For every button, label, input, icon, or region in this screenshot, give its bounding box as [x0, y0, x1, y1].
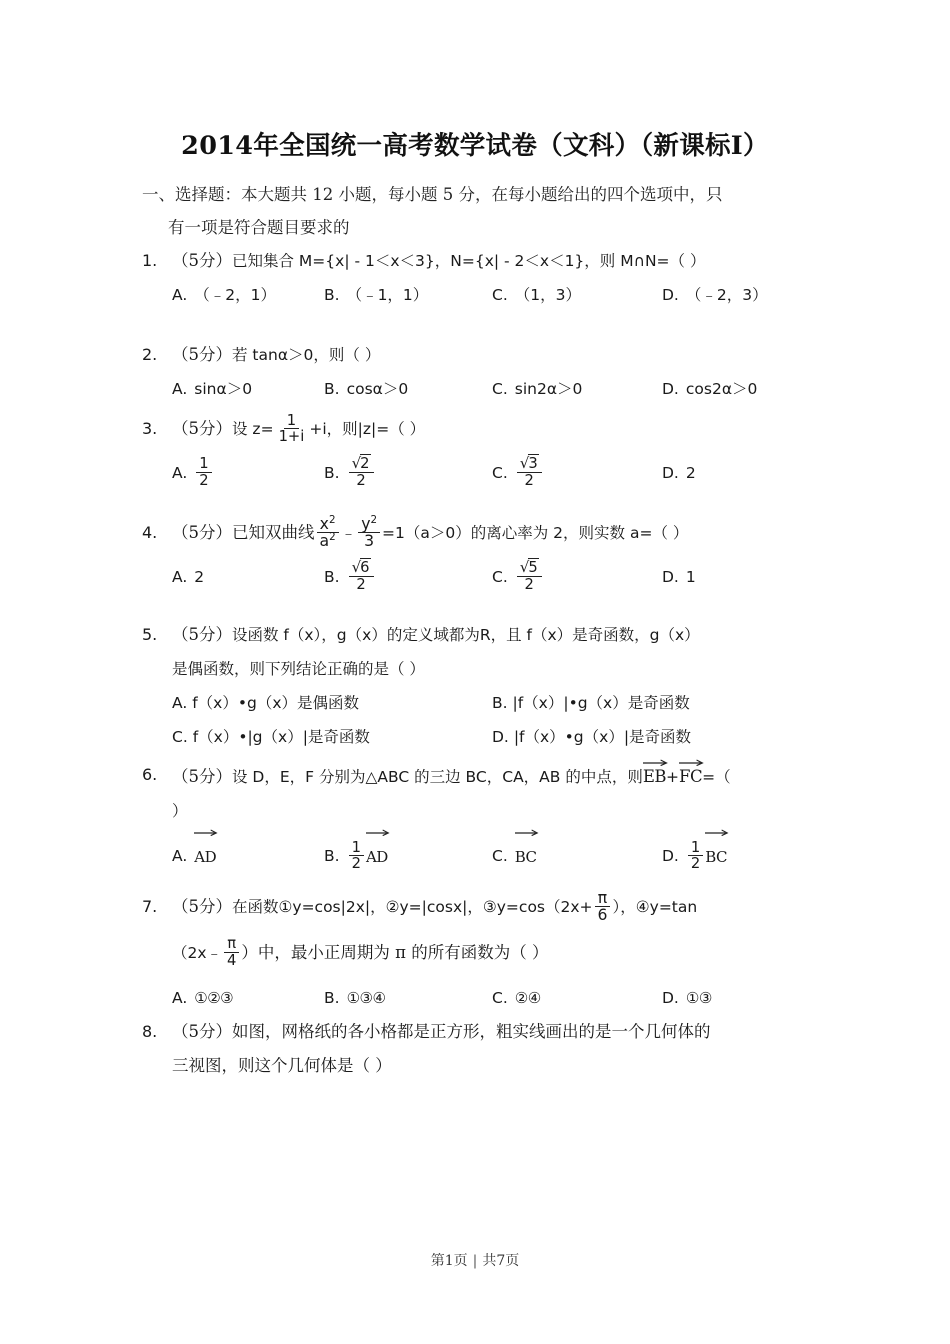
option-2-D-letter: D. — [662, 380, 679, 398]
option-7-C[interactable] — [492, 981, 662, 1015]
option-3-B-fraction: $\frac{√2}{2}$ — [349, 456, 374, 488]
vector-EB-label: EB — [642, 767, 667, 787]
option-3-C[interactable] — [492, 446, 662, 500]
option-5-C[interactable] — [172, 720, 492, 754]
option-6-D-vector: BC — [705, 828, 727, 884]
fraction-denominator: 1+i — [278, 428, 305, 445]
option-3-D[interactable] — [662, 446, 696, 500]
question-5-score: （5分） — [172, 625, 232, 645]
option-1-D-letter: D. — [662, 286, 679, 304]
question-5-options-row-1 — [142, 686, 810, 720]
option-5-B-letter: B. — [492, 694, 508, 713]
option-7-A-letter: A. — [172, 988, 188, 1007]
option-6-C-letter: C. — [492, 847, 508, 866]
frac2-num: y — [361, 513, 371, 533]
question-3-options — [142, 446, 810, 500]
option-6-B[interactable] — [324, 828, 492, 884]
option-7-B-text: ①③④ — [346, 988, 386, 1007]
question-1-score: （5分） — [172, 251, 232, 270]
vector-arrow-icon — [515, 829, 539, 836]
question-5-options-row-2 — [142, 720, 810, 754]
question-2-text — [172, 338, 810, 372]
question-5-number: 5. — [142, 625, 158, 645]
question-7-fraction-pi6: $\frac{\pi}{6}$ — [595, 890, 611, 924]
option-7-A-text: ①②③ — [194, 988, 234, 1007]
question-6-stem — [142, 758, 810, 828]
question-3-score: （5分） — [172, 419, 232, 438]
option-4-D-text: 1 — [685, 568, 696, 587]
option-4-A-letter: A. — [172, 568, 188, 587]
option-4-D-letter: D. — [662, 568, 679, 587]
option-5-C-letter: C. — [172, 728, 188, 747]
option-3-B-letter: B. — [324, 464, 340, 482]
question-2-number: 2. — [142, 345, 158, 364]
option-3-B[interactable] — [324, 446, 492, 500]
option-7-C-letter: C. — [492, 988, 508, 1007]
page-footer — [0, 1250, 950, 1270]
section-heading-line1: 一、选择题：本大题共 12 小题，每小题 5 分，在每小题给出的四个选项中，只 — [142, 185, 723, 204]
option-2-C[interactable] — [492, 372, 662, 406]
option-5-A[interactable] — [172, 686, 492, 720]
section-heading — [142, 178, 810, 244]
question-2-score: （5分） — [172, 345, 232, 364]
option-1-B-text: （﹣1，1） — [346, 286, 429, 304]
option-4-A-text: 2 — [194, 568, 205, 587]
option-7-B[interactable] — [324, 981, 492, 1015]
fraction-numerator: 1 — [284, 413, 299, 429]
option-6-B-letter: B. — [324, 847, 340, 866]
option-5-D-letter: D. — [492, 728, 509, 747]
option-2-A-letter: A. — [172, 380, 188, 398]
question-8-line1: 如图，网格纸的各小格都是正方形，粗实线画出的是一个几何体的 — [232, 1021, 711, 1041]
question-8-score: （5分） — [172, 1021, 232, 1041]
section-heading-line2: 有一项是符合题目要求的 — [168, 218, 350, 237]
vector-arrow-icon — [679, 759, 704, 766]
question-4-text — [172, 513, 810, 550]
question-5-text — [172, 618, 810, 686]
question-7-fraction-pi4: $\frac{\pi}{4}$ — [224, 936, 239, 968]
question-3 — [142, 412, 810, 500]
option-2-D[interactable] — [662, 372, 757, 406]
option-6-D-coefficient: $\frac{1}{2}$ — [688, 840, 703, 872]
question-7-mid: ），④y=tan — [612, 898, 698, 917]
question-7-options — [142, 981, 810, 1015]
question-2-stem — [142, 338, 810, 372]
question-5-line2: 是偶函数，则下列结论正确的是（ ） — [172, 660, 425, 679]
option-3-C-letter: C. — [492, 464, 508, 482]
question-5-stem — [142, 618, 810, 686]
frac2-den: 3 — [364, 531, 375, 550]
question-4-post: =1（a＞0）的离心率为 2，则实数 a=（ ） — [382, 524, 689, 542]
question-8-stem — [142, 1015, 810, 1083]
question-7 — [142, 890, 810, 1014]
option-6-C-vector: BC — [515, 828, 537, 884]
question-8-number: 8. — [142, 1021, 158, 1041]
question-4-fraction-2: $\frac{y^2}{3}$ — [358, 516, 380, 550]
option-6-B-coefficient: $\frac{1}{2}$ — [349, 840, 364, 872]
option-7-C-text: ②④ — [514, 988, 541, 1007]
question-5 — [142, 618, 810, 754]
option-3-A-letter: A. — [172, 464, 188, 482]
question-1-stem — [142, 244, 810, 278]
question-1 — [142, 244, 810, 312]
footer-total-label: 共7页 — [482, 1253, 520, 1269]
option-5-A-letter: A. — [172, 694, 188, 713]
sqrt-radicand: 3 — [528, 454, 538, 472]
question-4-score: （5分） — [172, 523, 232, 542]
option-4-C-fraction: $\frac{√5}{2}$ — [517, 560, 542, 592]
question-7-stem-line2 — [142, 925, 810, 981]
option-1-A-text: （﹣2，1） — [194, 286, 276, 304]
option-7-D-letter: D. — [662, 988, 679, 1007]
option-4-B[interactable] — [324, 550, 492, 604]
option-2-C-letter: C. — [492, 380, 508, 398]
question-3-number: 3. — [142, 419, 158, 438]
question-4 — [142, 513, 810, 604]
question-1-text — [172, 244, 810, 278]
question-7-text — [172, 890, 810, 924]
question-2 — [142, 338, 810, 406]
option-2-B[interactable] — [324, 372, 492, 406]
question-4-number: 4. — [142, 523, 158, 542]
question-2-body: 若 tanα＞0，则（ ） — [232, 346, 381, 364]
option-5-C-text: f（x）•|g（x）|是奇函数 — [192, 728, 370, 747]
option-6-A-letter: A. — [172, 847, 188, 866]
option-2-B-letter: B. — [324, 380, 340, 398]
option-2-D-text: cos2α＞0 — [685, 380, 758, 398]
option-3-D-text: 2 — [685, 464, 696, 482]
option-6-D-letter: D. — [662, 847, 679, 866]
question-4-stem — [142, 513, 810, 550]
question-6-score: （5分） — [172, 767, 232, 787]
question-6-text — [172, 758, 810, 828]
option-6-D[interactable] — [662, 828, 727, 884]
question-8 — [142, 1015, 810, 1083]
option-7-A[interactable] — [172, 981, 324, 1015]
footer-page-label: 第1页 — [430, 1253, 468, 1269]
question-1-body: 已知集合 M={x| - 1＜x＜3}，N={x| - 2＜x＜1}，则 M∩N=（ ） — [232, 252, 706, 270]
option-4-B-letter: B. — [324, 568, 340, 587]
question-3-text — [172, 412, 810, 446]
option-5-D-text: |f（x）•g（x）|是奇函数 — [513, 728, 692, 747]
option-1-C-letter: C. — [492, 286, 508, 304]
option-1-A[interactable] — [172, 278, 324, 312]
question-4-fraction-1: $\frac{x^2}{a^2}$ — [317, 516, 339, 550]
option-7-D-text: ①③ — [685, 988, 712, 1007]
question-3-pre: 设 z= — [232, 420, 274, 438]
option-1-D[interactable] — [662, 278, 768, 312]
question-7-number: 7. — [142, 897, 158, 917]
option-1-A-letter: A. — [172, 286, 188, 304]
question-7-line2-post: ）中，最小正周期为 π 的所有函数为（ ） — [241, 942, 549, 962]
option-6-B-vector: AD — [366, 828, 388, 884]
option-3-C-fraction: $\frac{√3}{2}$ — [517, 456, 542, 488]
question-7-score: （5分） — [172, 897, 232, 917]
page-title: 2014年全国统一高考数学试卷（文科）（新课标Ⅰ） — [181, 131, 769, 161]
question-5-line1: 设函数 f（x），g（x）的定义域都为R，且 f（x）是奇函数，g（x） — [232, 626, 700, 645]
option-5-D[interactable] — [492, 720, 691, 754]
option-4-C-letter: C. — [492, 568, 508, 587]
question-6-line1-post: =（ — [702, 768, 731, 787]
vector-FC — [679, 758, 702, 794]
question-1-number: 1. — [142, 251, 158, 270]
question-3-fraction — [276, 413, 308, 445]
question-8-text — [172, 1015, 810, 1083]
vector-arrow-icon — [705, 829, 729, 836]
question-3-post: +i，则|z|=（ ） — [309, 420, 426, 438]
question-4-options — [142, 550, 810, 604]
option-2-A-text: sinα＞0 — [194, 380, 253, 398]
question-6-number: 6. — [142, 765, 158, 785]
question-7-line2-pre: （2x﹣ — [172, 943, 223, 962]
question-7-stem — [142, 890, 810, 924]
option-3-A[interactable] — [172, 446, 324, 500]
option-4-A[interactable] — [172, 550, 324, 604]
vector-arrow-icon — [194, 829, 218, 836]
option-3-D-letter: D. — [662, 464, 679, 482]
option-7-D[interactable] — [662, 981, 712, 1015]
option-3-A-fraction: $\frac{1}{2}$ — [196, 456, 211, 488]
question-8-line2: 三视图，则这个几何体是（ ） — [172, 1055, 392, 1075]
vector-arrow-icon — [366, 829, 390, 836]
option-5-A-text: f（x）•g（x）是偶函数 — [192, 694, 359, 713]
question-6-options — [142, 828, 810, 884]
question-6-line2: ） — [172, 802, 188, 821]
sqrt-radicand: 6 — [360, 559, 370, 577]
document-body — [142, 178, 810, 1083]
option-5-B-text: |f（x）|•g（x）是奇函数 — [512, 694, 690, 713]
option-1-D-text: （﹣2，3） — [685, 286, 768, 304]
question-2-options — [142, 372, 810, 406]
vector-EB — [643, 758, 666, 794]
question-6 — [142, 758, 810, 884]
question-3-stem — [142, 412, 810, 446]
option-4-C[interactable] — [492, 550, 662, 604]
option-2-B-text: cosα＞0 — [346, 380, 409, 398]
frac1-den: a — [319, 531, 330, 550]
option-1-B-letter: B. — [324, 286, 340, 304]
vector-arrow-icon — [643, 759, 668, 766]
sqrt-radicand: 2 — [360, 454, 370, 472]
option-2-C-text: sin2α＞0 — [514, 380, 583, 398]
question-4-pre: 已知双曲线 — [232, 523, 315, 542]
option-4-B-fraction: $\frac{√6}{2}$ — [349, 560, 374, 592]
question-6-plus: + — [666, 768, 680, 787]
option-1-B[interactable] — [324, 278, 492, 312]
option-6-C[interactable] — [492, 828, 662, 884]
sqrt-radicand: 5 — [528, 559, 538, 577]
option-7-B-letter: B. — [324, 988, 340, 1007]
question-7-pre: 在函数①y=cos|2x|，②y=|cosx|，③y=cos（2x+ — [232, 898, 593, 917]
option-1-C-text: （1，3） — [514, 286, 581, 304]
option-4-D[interactable] — [662, 550, 696, 604]
frac1-num: x — [319, 513, 329, 533]
option-6-A[interactable] — [172, 828, 324, 884]
footer-separator: | — [472, 1253, 478, 1269]
vector-FC-label: FC — [679, 767, 703, 787]
option-1-C[interactable] — [492, 278, 662, 312]
option-6-A-vector: AD — [194, 828, 216, 884]
option-5-B[interactable] — [492, 686, 690, 720]
question-6-line1-pre: 设 D，E，F 分别为△ABC 的三边 BC，CA，AB 的中点，则 — [232, 768, 643, 787]
question-4-operator: ﹣ — [340, 524, 357, 542]
question-1-options — [142, 278, 810, 312]
option-2-A[interactable] — [172, 372, 324, 406]
